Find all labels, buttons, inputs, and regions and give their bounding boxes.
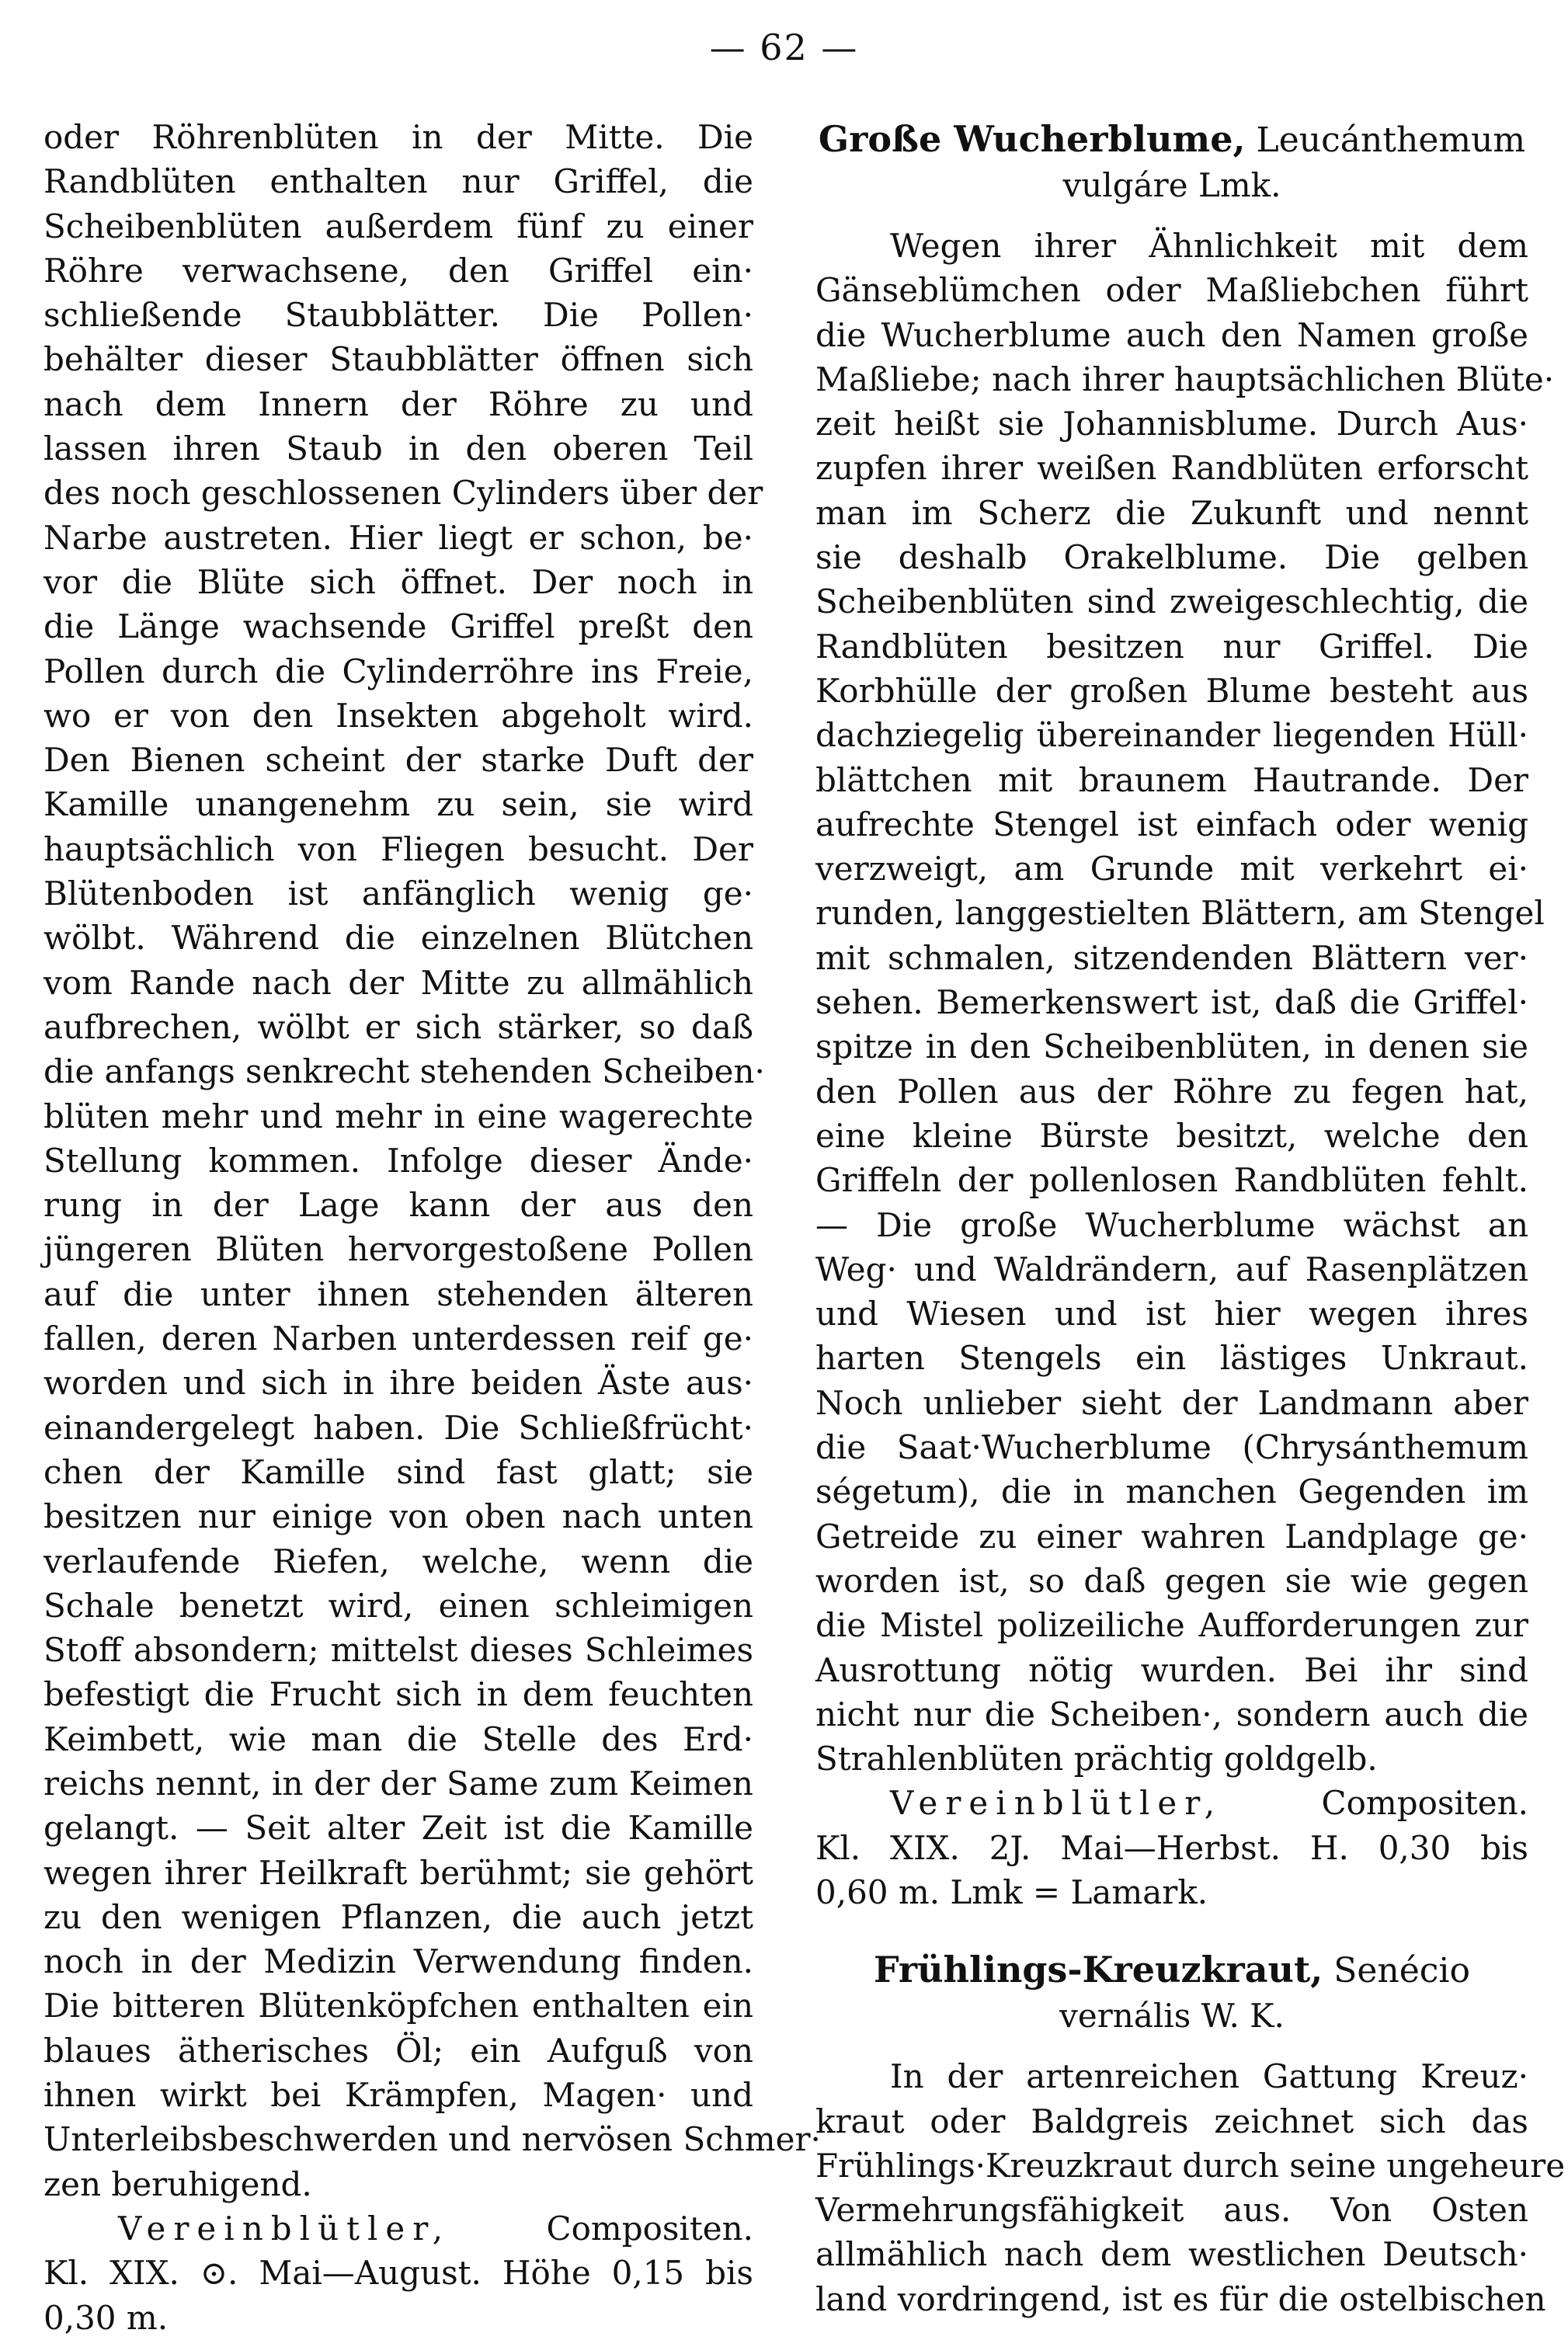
text-line: allmählich nach dem westlichen Deutsch· bbox=[815, 2235, 1528, 2274]
title-latin: Leucánthemum bbox=[1256, 120, 1526, 160]
text-line: dachziegelig übereinander liegenden Hüll· bbox=[815, 716, 1528, 755]
text-line: jüngeren Blüten hervorgestoßene Pollen bbox=[43, 1230, 753, 1269]
text-line: Scheibenblüten außerdem fünf zu einer bbox=[43, 207, 753, 245]
text-line: die Saat·Wucherblume (Chrysánthemum bbox=[815, 1428, 1528, 1467]
page-number: — 62 — bbox=[709, 26, 859, 68]
text-line: sie deshalb Orakelblume. Die gelben bbox=[815, 538, 1528, 577]
text-line: rung in der Lage kann der aus den bbox=[43, 1186, 753, 1225]
section-wucherblume bbox=[815, 115, 1555, 1914]
text-line: Stellung kommen. Infolge dieser Ände· bbox=[43, 1141, 753, 1180]
text-line: vom Rande nach der Mitte zu allmählich bbox=[43, 963, 753, 1002]
family-latin: Compositen. bbox=[1321, 1784, 1528, 1823]
text-line: zeit heißt sie Johannisblume. Durch Aus· bbox=[815, 405, 1528, 443]
text-line: worden und sich in ihre beiden Äste aus· bbox=[43, 1364, 753, 1403]
text-line: noch in der Medizin Verwendung finden. bbox=[43, 1942, 753, 1981]
text-line: Strahlenblüten prächtig goldgelb. bbox=[815, 1740, 1378, 1778]
section-title bbox=[815, 1945, 1528, 1994]
text-line: kraut oder Baldgreis zeichnet sich das bbox=[815, 2102, 1528, 2140]
text-line: Randblüten besitzen nur Griffel. Die bbox=[815, 627, 1528, 666]
text-line: nach dem Innern der Röhre zu und bbox=[43, 384, 753, 423]
text-line: nicht nur die Scheiben·, sondern auch die bbox=[815, 1695, 1528, 1733]
text-line: Die bitteren Blütenköpfchen enthalten ein bbox=[43, 1987, 753, 2025]
title-german: Frühlings-Kreuzkraut, bbox=[874, 1949, 1323, 1991]
title-latin-continued: vernális W. K. bbox=[1059, 1997, 1285, 2036]
text-line: den Pollen aus der Röhre zu fegen hat, bbox=[815, 1072, 1528, 1111]
right-family-line bbox=[815, 1781, 1528, 1825]
text-line: Stoff absondern; mittelst dieses Schleimes bbox=[43, 1631, 753, 1670]
text-line: runden, langgestielten Blättern, am Stengel bbox=[815, 894, 1545, 933]
text-line: befestigt die Frucht sich in dem feuchten bbox=[43, 1675, 753, 1714]
text-line: Ausrottung nötig wurden. Bei ihr sind bbox=[815, 1650, 1528, 1689]
title-german: Große Wucherblume, bbox=[818, 118, 1246, 160]
text-line: besitzen nur einige von oben nach unten bbox=[43, 1497, 753, 1536]
text-line: sehen. Bemerkenswert ist, daß die Griffel· bbox=[815, 983, 1528, 1022]
text-line: Keimbett, wie man die Stelle des Erd· bbox=[43, 1719, 753, 1758]
text-line: Getreide zu einer wahren Landplage ge· bbox=[815, 1517, 1528, 1556]
text-line: die Wucherblume auch den Namen große bbox=[815, 315, 1528, 354]
text-line: Korbhülle der großen Blume besteht aus bbox=[815, 671, 1528, 710]
text-line: chen der Kamille sind fast glatt; sie bbox=[43, 1452, 753, 1491]
text-line: ségetum), die in manchen Gegenden im bbox=[815, 1472, 1528, 1511]
section-kreuzkraut bbox=[815, 1945, 1566, 2321]
text-line: verlaufende Riefen, welche, wenn die bbox=[43, 1542, 753, 1580]
right-column bbox=[815, 115, 1566, 2321]
text-line: land vordringend, ist es für die ostelbischen bbox=[815, 2279, 1546, 2318]
text-line: man im Scherz die Zukunft und nennt bbox=[815, 493, 1528, 532]
text-line: spitze in den Scheibenblüten, in denen sie bbox=[815, 1027, 1528, 1066]
text-line: Maßliebe; nach ihrer hauptsächlichen Blüte· bbox=[815, 360, 1555, 398]
text-line: Kamille unangenehm zu sein, sie wird bbox=[43, 785, 753, 824]
text-line: Narbe austreten. Hier liegt er schon, be· bbox=[43, 518, 753, 557]
text-line: fallen, deren Narben unterdessen reif ge· bbox=[43, 1320, 753, 1358]
text-line: Pollen durch die Cylinderröhre ins Freie, bbox=[43, 652, 753, 690]
text-line: verzweigt, am Grunde mit verkehrt ei· bbox=[815, 850, 1528, 888]
right-detail-line: Kl. XIX. 2J. Mai—Herbst. H. 0,30 bis bbox=[815, 1828, 1528, 1867]
section-title bbox=[815, 115, 1528, 163]
family-latin: Compositen. bbox=[546, 2209, 753, 2248]
text-line: aufbrechen, wölbt er sich stärker, so daß bbox=[43, 1007, 753, 1046]
text-line: — Die große Wucherblume wächst an bbox=[815, 1205, 1528, 1244]
text-line: Frühlings·Kreuzkraut durch seine ungeheure bbox=[815, 2146, 1566, 2185]
section-paragraph bbox=[815, 2054, 1566, 2321]
text-line: wegen ihrer Heilkraft berühmt; sie gehört bbox=[43, 1853, 753, 1892]
text-line: lassen ihren Staub in den oberen Teil bbox=[43, 429, 753, 468]
text-line: Randblüten enthalten nur Griffel, die bbox=[43, 162, 753, 201]
text-line: die anfangs senkrecht stehenden Scheiben· bbox=[43, 1052, 765, 1091]
left-detail-line: Kl. XIX. ⊙. Mai—August. Höhe 0,15 bis bbox=[43, 2254, 753, 2293]
text-line: Blütenboden ist anfänglich wenig ge· bbox=[43, 874, 753, 913]
family-german: Vereinblütler, bbox=[890, 1784, 1223, 1823]
text-line: wölbt. Während die einzelnen Blütchen bbox=[43, 919, 753, 958]
text-line: In der artenreichen Gattung Kreuz· bbox=[890, 2057, 1528, 2096]
text-line: blaues ätherisches Öl; ein Aufguß von bbox=[43, 2031, 753, 2070]
text-line: oder Röhrenblüten in der Mitte. Die bbox=[43, 118, 753, 156]
text-line: Weg· und Waldrändern, auf Rasenplätzen bbox=[815, 1250, 1528, 1288]
text-line: einandergelegt haben. Die Schließfrücht· bbox=[43, 1408, 753, 1447]
text-line: blättchen mit braunem Hautrande. Der bbox=[815, 760, 1528, 799]
text-line: ihnen wirkt bei Krämpfen, Magen· und bbox=[43, 2076, 753, 2115]
text-line: Griffeln der pollenlosen Randblüten fehlt. bbox=[815, 1161, 1528, 1200]
text-line: mit schmalen, sitzendenden Blättern ver· bbox=[815, 938, 1528, 977]
left-detail-line-end: 0,30 m. bbox=[43, 2298, 169, 2337]
text-line: Noch unlieber sieht der Landmann aber bbox=[815, 1383, 1528, 1422]
right-detail-line-end: 0,60 m. Lmk = Lamark. bbox=[815, 1872, 1208, 1911]
section-paragraph bbox=[815, 224, 1555, 1781]
text-line: vor die Blüte sich öffnet. Der noch in bbox=[43, 562, 753, 601]
text-line: Vermehrungsfähigkeit aus. Von Osten bbox=[815, 2191, 1528, 2230]
text-line: reichs nennt, in der der Same zum Keimen bbox=[43, 1764, 753, 1803]
text-line: aufrechte Stengel ist einfach oder wenig bbox=[815, 805, 1528, 843]
text-line: zu den wenigen Pflanzen, die auch jetzt bbox=[43, 1897, 753, 1936]
text-line: eine kleine Bürste besitzt, welche den bbox=[815, 1116, 1528, 1155]
title-latin: Senécio bbox=[1333, 1951, 1470, 1991]
text-line: Scheibenblüten sind zweigeschlechtig, die bbox=[815, 582, 1528, 621]
left-paragraph bbox=[43, 115, 821, 2206]
text-line: blüten mehr und mehr in eine wagerechte bbox=[43, 1097, 753, 1135]
text-line: Wegen ihrer Ähnlichkeit mit dem bbox=[890, 227, 1528, 265]
text-line: behälter dieser Staubblätter öffnen sich bbox=[43, 340, 753, 379]
left-column bbox=[43, 115, 821, 2340]
text-line: Unterleibsbeschwerden und nervösen Schmer· bbox=[43, 2120, 821, 2159]
text-line: zen beruhigend. bbox=[43, 2164, 312, 2203]
text-line: Röhre verwachsene, den Griffel ein· bbox=[43, 251, 753, 290]
text-line: gelangt. — Seit alter Zeit ist die Kamille bbox=[43, 1809, 753, 1848]
text-line: harten Stengels ein lästiges Unkraut. bbox=[815, 1339, 1528, 1378]
title-latin-continued: vulgáre Lmk. bbox=[1062, 166, 1281, 204]
text-line: die Länge wachsende Griffel preßt den bbox=[43, 607, 753, 646]
text-line: und Wiesen und ist hier wegen ihres bbox=[815, 1295, 1528, 1333]
text-line: schließende Staubblätter. Die Pollen· bbox=[43, 296, 753, 335]
text-line: Den Bienen scheint der starke Duft der bbox=[43, 741, 753, 780]
text-line: Schale benetzt wird, einen schleimigen bbox=[43, 1586, 753, 1625]
text-line: auf die unter ihnen stehenden älteren bbox=[43, 1274, 753, 1313]
left-family-line bbox=[43, 2206, 753, 2251]
text-line: worden ist, so daß gegen sie wie gegen bbox=[815, 1561, 1528, 1600]
text-line: des noch geschlossenen Cylinders über der bbox=[43, 474, 763, 513]
text-line: die Mistel polizeiliche Aufforderungen zur bbox=[815, 1606, 1528, 1645]
text-line: Gänseblümchen oder Maßliebchen führt bbox=[815, 271, 1528, 310]
family-german: Vereinblütler, bbox=[118, 2209, 451, 2248]
text-line: wo er von den Insekten abgeholt wird. bbox=[43, 696, 753, 735]
text-line: hauptsächlich von Fliegen besucht. Der bbox=[43, 829, 753, 868]
text-line: zupfen ihrer weißen Randblüten erforscht bbox=[815, 449, 1528, 488]
